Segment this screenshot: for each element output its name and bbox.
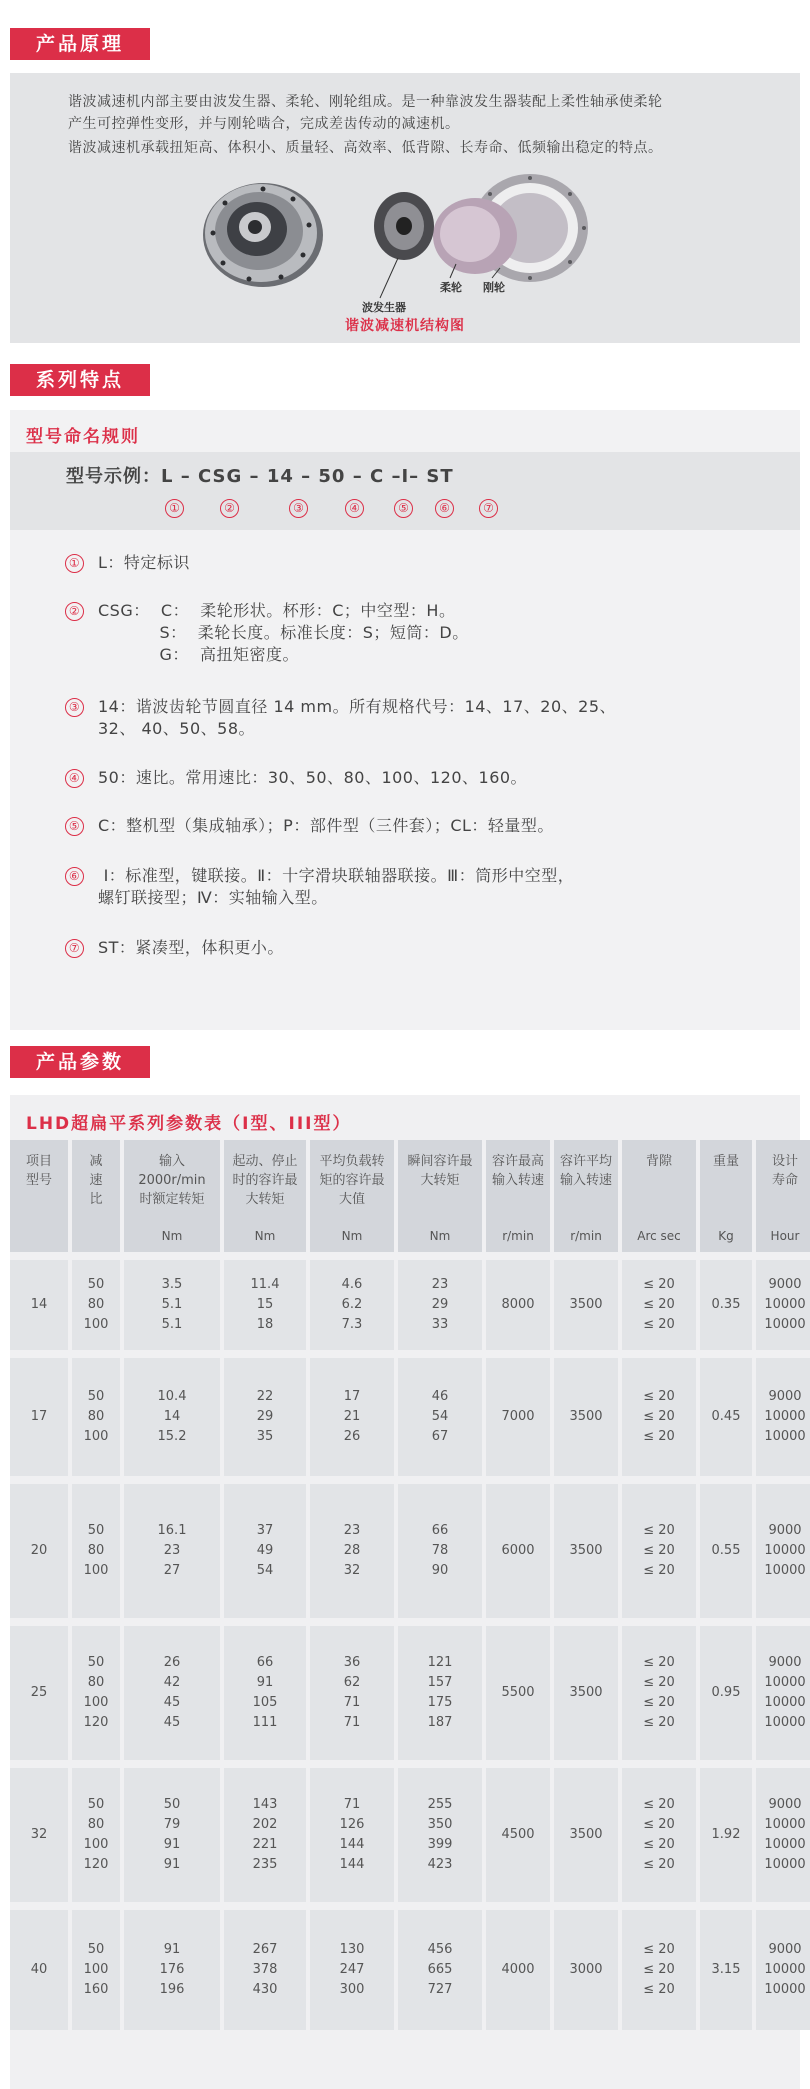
table-cell-life [756,1358,810,1476]
cell-value: 456 [427,1942,453,1957]
header-cell [224,1140,306,1252]
table-cell-avgin: 3500 [554,1484,618,1618]
cell-value: 105 [252,1695,278,1710]
example-marker-7: ⑦ [479,499,498,518]
table-cell-backlash [622,1768,696,1902]
cell-value: ≤ 20 [643,1563,675,1578]
cell-value: 11.4 [250,1277,280,1292]
cell-value: 3.5 [161,1277,183,1292]
row-spacer-cell [10,1618,810,1626]
cell-value: 33 [431,1317,449,1332]
cell-value: 66 [431,1523,449,1538]
cell-value: 50 [87,1523,105,1538]
table-cell-startstop [224,1910,306,2030]
cell-value: 22 [256,1389,274,1404]
cell-value: 378 [252,1962,278,1977]
header-unit: Arc sec [637,1229,681,1243]
header-label: 设计 寿命 [771,1154,798,1188]
cell-value: 202 [252,1817,278,1832]
cell-value: 7.3 [341,1317,363,1332]
cell-value: 79 [163,1817,181,1832]
cell-value: 10000 [764,1817,806,1832]
cell-value: ≤ 20 [643,1982,675,1997]
cell-value: 399 [427,1837,453,1852]
rule-text: Ⅰ：标准型，键联接。Ⅱ：十字滑块联轴器联接。Ⅲ：筒形中空型， 螺钉联接型；Ⅳ：实轴输入型。 [98,866,575,907]
cell-value: 144 [339,1837,365,1852]
header-label: 容许最高 输入转速 [491,1154,544,1188]
table-cell-instant [398,1910,482,2030]
table-cell-weight: 0.55 [700,1484,752,1618]
table-cell-weight: 3.15 [700,1910,752,2030]
cell-value: 267 [252,1942,278,1957]
section-tag-features: 系列特点 [10,364,150,396]
header-unit: Nm [161,1229,183,1243]
cell-value: 100 [83,1563,109,1578]
row-spacer-cell [10,1252,810,1260]
cell-value: 62 [343,1675,361,1690]
cell-value: ≤ 20 [643,1655,675,1670]
cell-value: 26 [163,1655,181,1670]
table-cell-instant [398,1768,482,1902]
cell-value: 29 [431,1297,449,1312]
table-cell-avg [310,1358,394,1476]
table-cell-ratio [72,1358,120,1476]
row-spacer [10,1252,810,1260]
label-wave-generator: 波发生器 [362,301,406,314]
cell-value: 10.4 [157,1389,187,1404]
principle-line-3: 谐波减速机承载扭矩高、体积小、质量轻、高效率、低背隙、长寿命、低频输出稳定的特点。 [68,140,663,156]
table-row [10,1768,810,1902]
table-cell-model: 32 [10,1768,68,1902]
cell-value: 45 [163,1715,181,1730]
cell-value: 157 [427,1675,453,1690]
label-circular-spline: 刚轮 [483,281,505,294]
cell-value: 665 [427,1962,453,1977]
cell-value: 71 [343,1695,361,1710]
cell-value: 54 [256,1563,274,1578]
rule-text: CSG： C： 柔轮形状。杯形：C；中空型：H。 S： 柔轮长度。标准长度：S；短筒：D。 G： 高扭矩密度。 [98,601,469,664]
cell-value: 10000 [764,1543,806,1558]
cell-value: 23 [431,1277,449,1292]
cell-value: ≤ 20 [643,1389,675,1404]
table-cell-maxin: 4500 [486,1768,550,1902]
exploded-view-diagram [340,168,610,308]
header-unit: Nm [341,1229,363,1243]
params-table-title: LHD超扁平系列参数表（I型、III型） [26,1114,352,1134]
cell-value: 111 [252,1715,278,1730]
cell-value: ≤ 20 [643,1817,675,1832]
cell-value: 144 [339,1857,365,1872]
table-cell-instant [398,1626,482,1760]
header-cell [756,1140,810,1252]
row-spacer-cell [10,1476,810,1484]
example-marker-4: ④ [345,499,364,518]
header-label: 减 速 比 [89,1154,103,1207]
example-marker-3: ③ [289,499,308,518]
params-panel [10,1095,806,2089]
cell-value: 9000 [768,1655,802,1670]
section-tag-principle: 产品原理 [10,28,150,60]
table-cell-maxin: 8000 [486,1260,550,1350]
cell-value: 50 [87,1277,105,1292]
header-label: 平均负载转 矩的容许最 大值 [319,1154,385,1207]
cell-value: 18 [256,1317,274,1332]
header-unit: Nm [429,1229,451,1243]
header-cell [124,1140,220,1252]
cell-value: 6.2 [341,1297,363,1312]
cell-value: 71 [343,1797,361,1812]
cell-value: 221 [252,1837,278,1852]
cell-value: 100 [83,1837,109,1852]
cell-value: 37 [256,1523,274,1538]
cell-value: 176 [159,1962,185,1977]
table-cell-ratio [72,1910,120,2030]
cell-value: 67 [431,1429,449,1444]
cell-value: 727 [427,1982,453,1997]
table-cell-backlash [622,1484,696,1618]
cell-value: 160 [83,1982,109,1997]
table-cell-weight: 0.95 [700,1626,752,1760]
cell-value: 255 [427,1797,453,1812]
cell-value: 80 [87,1543,105,1558]
cell-value: ≤ 20 [643,1429,675,1444]
cell-value: ≤ 20 [643,1675,675,1690]
rule-number: ③ [65,698,84,717]
table-cell-rated [124,1484,220,1618]
cell-value: 9000 [768,1942,802,1957]
cell-value: 78 [431,1543,449,1558]
table-cell-avgin: 3500 [554,1260,618,1350]
header-label: 瞬间容许最 大转矩 [407,1154,473,1188]
row-spacer [10,1350,810,1358]
section-tag-params: 产品参数 [10,1046,150,1078]
table-cell-avg [310,1768,394,1902]
rule-text: ST：紧凑型，体积更小。 [98,938,284,957]
cell-value: 9000 [768,1389,802,1404]
row-spacer-cell [10,1350,810,1358]
naming-panel [10,410,800,1030]
cell-value: 27 [163,1563,181,1578]
header-unit: Nm [254,1229,276,1243]
table-row [10,1358,810,1476]
cell-value: 126 [339,1817,365,1832]
header-label: 背隙 [645,1154,672,1169]
naming-title: 型号命名规则 [26,427,140,447]
cell-value: 80 [87,1297,105,1312]
table-cell-avg [310,1484,394,1618]
table-cell-avgin: 3500 [554,1768,618,1902]
cell-value: ≤ 20 [643,1317,675,1332]
cell-value: 15.2 [157,1429,187,1444]
table-cell-weight: 0.35 [700,1260,752,1350]
header-cell [398,1140,482,1252]
table-cell-avgin: 3500 [554,1626,618,1760]
row-spacer-cell [10,1902,810,1910]
table-cell-ratio [72,1260,120,1350]
cell-value: 423 [427,1857,453,1872]
row-spacer [10,1618,810,1626]
cell-value: ≤ 20 [643,1523,675,1538]
cell-value: 80 [87,1817,105,1832]
table-cell-backlash [622,1626,696,1760]
table-cell-rated [124,1260,220,1350]
rule-number: ① [65,554,84,573]
table-cell-startstop [224,1358,306,1476]
table-cell-weight: 1.92 [700,1768,752,1902]
cell-value: 21 [343,1409,361,1424]
table-row [10,1484,810,1618]
cell-value: ≤ 20 [643,1962,675,1977]
cell-value: 130 [339,1942,365,1957]
example-marker-6: ⑥ [435,499,454,518]
model-example-band [10,452,800,530]
cell-value: 50 [87,1655,105,1670]
cell-value: 100 [83,1695,109,1710]
table-cell-model: 14 [10,1260,68,1350]
example-marker-1: ① [165,499,184,518]
table-cell-startstop [224,1260,306,1350]
table-cell-backlash [622,1358,696,1476]
figure-caption: 谐波减速机结构图 [345,318,465,334]
cell-value: 50 [87,1942,105,1957]
table-cell-maxin: 4000 [486,1910,550,2030]
cell-value: 29 [256,1409,274,1424]
header-cell [310,1140,394,1252]
cell-value: 80 [87,1675,105,1690]
cell-value: 430 [252,1982,278,1997]
cell-value: 91 [256,1675,274,1690]
cell-value: 9000 [768,1797,802,1812]
cell-value: 23 [343,1523,361,1538]
table-cell-maxin: 7000 [486,1358,550,1476]
table-header-row [10,1140,810,1252]
table-cell-backlash [622,1260,696,1350]
header-cell [486,1140,550,1252]
table-cell-ratio [72,1484,120,1618]
table-cell-life [756,1910,810,2030]
cell-value: ≤ 20 [643,1409,675,1424]
rule-number: ④ [65,769,84,788]
cell-value: 91 [163,1942,181,1957]
cell-value: 187 [427,1715,453,1730]
table-row [10,1626,810,1760]
cell-value: 100 [83,1962,109,1977]
table-cell-startstop [224,1626,306,1760]
model-example: 型号示例：L – CSG – 14 – 50 – C –I– ST [66,466,454,487]
table-cell-rated [124,1358,220,1476]
cell-value: ≤ 20 [643,1942,675,1957]
table-cell-rated [124,1768,220,1902]
principle-line-1: 谐波减速机内部主要由波发生器、柔轮、刚轮组成。是一种靠波发生器装配上柔性轴承使柔轮 [68,94,663,110]
cell-value: 14 [163,1409,181,1424]
rule-number: ⑦ [65,939,84,958]
table-cell-instant [398,1484,482,1618]
table-cell-maxin: 6000 [486,1484,550,1618]
cell-value: 45 [163,1695,181,1710]
table-cell-life [756,1484,810,1618]
cell-value: 28 [343,1543,361,1558]
principle-panel [10,73,800,343]
table-cell-instant [398,1358,482,1476]
header-label: 重量 [712,1154,739,1169]
cell-value: 300 [339,1982,365,1997]
cell-value: 42 [163,1675,181,1690]
cell-value: 66 [256,1655,274,1670]
rule-text: L：特定标识 [98,553,190,572]
header-cell [554,1140,618,1252]
header-cell [622,1140,696,1252]
table-cell-backlash [622,1910,696,2030]
cell-value: 100 [83,1317,109,1332]
header-cell [72,1140,120,1252]
cell-value: ≤ 20 [643,1695,675,1710]
table-cell-model: 25 [10,1626,68,1760]
row-spacer [10,1760,810,1768]
cell-value: ≤ 20 [643,1297,675,1312]
cell-value: 10000 [764,1675,806,1690]
header-cell [10,1140,68,1252]
cell-value: 36 [343,1655,361,1670]
cell-value: 350 [427,1817,453,1832]
cell-value: 49 [256,1543,274,1558]
cell-value: 10000 [764,1409,806,1424]
table-cell-model: 40 [10,1910,68,2030]
cell-value: ≤ 20 [643,1837,675,1852]
cell-value: 50 [87,1797,105,1812]
cell-value: 23 [163,1543,181,1558]
table-cell-startstop [224,1484,306,1618]
cell-value: 5.1 [161,1317,183,1332]
cell-value: 175 [427,1695,453,1710]
rule-text: 50：速比。常用速比：30、50、80、100、120、160。 [98,768,528,787]
cell-value: 26 [343,1429,361,1444]
cell-value: 50 [163,1797,181,1812]
cell-value: 10000 [764,1695,806,1710]
table-cell-rated [124,1626,220,1760]
table-cell-avg [310,1260,394,1350]
cell-value: ≤ 20 [643,1277,675,1292]
table-cell-model: 17 [10,1358,68,1476]
example-marker-5: ⑤ [394,499,413,518]
cell-value: 247 [339,1962,365,1977]
params-table [6,1140,810,2030]
cell-value: 32 [343,1563,361,1578]
table-cell-life [756,1626,810,1760]
header-unit: Kg [718,1229,734,1243]
cell-value: 9000 [768,1277,802,1292]
table-row [10,1910,810,2030]
rule-number: ② [65,602,84,621]
cell-value: 80 [87,1409,105,1424]
cell-value: 120 [83,1857,109,1872]
cell-value: 143 [252,1797,278,1812]
header-label: 起动、停止 时的容许最 大转矩 [232,1154,298,1207]
table-cell-maxin: 5500 [486,1626,550,1760]
cell-value: 16.1 [157,1523,187,1538]
table-cell-life [756,1260,810,1350]
cell-value: 9000 [768,1523,802,1538]
cell-value: 10000 [764,1297,806,1312]
cell-value: 10000 [764,1715,806,1730]
row-spacer [10,1902,810,1910]
cell-value: 120 [83,1715,109,1730]
rule-number: ⑤ [65,817,84,836]
cell-value: ≤ 20 [643,1715,675,1730]
reducer-photo [193,173,333,293]
header-unit: Hour [770,1229,800,1243]
table-cell-startstop [224,1768,306,1902]
table-cell-avg [310,1626,394,1760]
row-spacer-cell [10,1760,810,1768]
cell-value: 91 [163,1857,181,1872]
table-cell-rated [124,1910,220,2030]
principle-line-2: 产生可控弹性变形，并与刚轮啮合，完成差齿传动的减速机。 [68,116,460,132]
cell-value: 10000 [764,1563,806,1578]
cell-value: 100 [83,1429,109,1444]
cell-value: 15 [256,1297,274,1312]
table-cell-instant [398,1260,482,1350]
header-unit: r/min [502,1229,534,1243]
cell-value: 10000 [764,1317,806,1332]
rule-text: C：整机型（集成轴承）；P：部件型（三件套）；CL：轻量型。 [98,816,554,835]
cell-value: 90 [431,1563,449,1578]
cell-value: 10000 [764,1837,806,1852]
label-flexspline: 柔轮 [440,281,462,294]
header-label: 项目 型号 [25,1154,52,1188]
cell-value: 5.1 [161,1297,183,1312]
cell-value: 4.6 [341,1277,363,1292]
table-cell-avg [310,1910,394,2030]
header-cell [700,1140,752,1252]
table-cell-life [756,1768,810,1902]
header-unit: r/min [570,1229,602,1243]
cell-value: 54 [431,1409,449,1424]
cell-value: 196 [159,1982,185,1997]
table-row [10,1260,810,1350]
cell-value: 71 [343,1715,361,1730]
cell-value: ≤ 20 [643,1857,675,1872]
cell-value: ≤ 20 [643,1797,675,1812]
table-cell-avgin: 3500 [554,1358,618,1476]
cell-value: 17 [343,1389,361,1404]
cell-value: 50 [87,1389,105,1404]
rule-text: 14：谐波齿轮节圆直径 14 mm。所有规格代号：14、17、20、25、 32、 40、50、58。 [98,697,617,738]
row-spacer [10,1476,810,1484]
header-label: 容许平均 输入转速 [559,1154,612,1188]
cell-value: 35 [256,1429,274,1444]
table-cell-ratio [72,1626,120,1760]
cell-value: 10000 [764,1857,806,1872]
table-cell-avgin: 3000 [554,1910,618,2030]
cell-value: 10000 [764,1962,806,1977]
header-label: 输入 2000r/min 时额定转矩 [138,1154,206,1207]
cell-value: 46 [431,1389,449,1404]
table-cell-ratio [72,1768,120,1902]
cell-value: 10000 [764,1429,806,1444]
cell-value: 91 [163,1837,181,1852]
example-marker-2: ② [220,499,239,518]
cell-value: ≤ 20 [643,1543,675,1558]
table-cell-model: 20 [10,1484,68,1618]
cell-value: 10000 [764,1982,806,1997]
cell-value: 121 [427,1655,453,1670]
rule-number: ⑥ [65,867,84,886]
table-cell-weight: 0.45 [700,1358,752,1476]
cell-value: 235 [252,1857,278,1872]
